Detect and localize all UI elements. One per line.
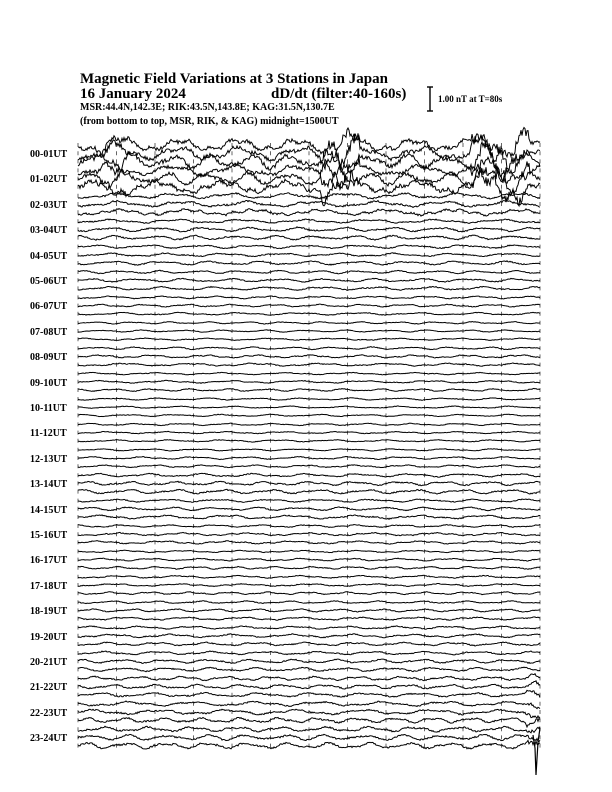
- trace-spike-23-24ut: [533, 728, 540, 775]
- chart-title: Magnetic Field Variations at 3 Stations in Japan: [80, 71, 388, 87]
- minute-ticks: [78, 159, 540, 163]
- hour-label: 02-03UT: [30, 199, 68, 211]
- hour-label: 04-05UT: [30, 250, 68, 262]
- chart-date: 16 January 2024: [80, 86, 186, 102]
- hour-label: 05-06UT: [30, 276, 68, 287]
- hour-label: 23-24UT: [30, 733, 68, 745]
- scale-bar: [427, 87, 433, 111]
- hour-label: 03-04UT: [30, 225, 68, 237]
- hour-label: 20-21UT: [30, 657, 68, 668]
- minute-ticks: [78, 151, 540, 155]
- hour-label: 16-17UT: [30, 555, 68, 567]
- hour-label: 11-12UT: [30, 428, 67, 440]
- hour-label: 18-19UT: [30, 606, 68, 618]
- station-coordinates: MSR:44.4N,142.3E; RIK:43.5N,143.8E; KAG:31.5N,130.7E: [80, 102, 335, 113]
- hour-label: 19-20UT: [30, 631, 68, 643]
- hour-label: 00-01UT: [30, 149, 68, 160]
- hour-label: 12-13UT: [30, 453, 68, 465]
- hour-label: 01-02UT: [30, 174, 68, 186]
- hour-label: 06-07UT: [30, 301, 68, 313]
- minute-ticks: [78, 634, 540, 638]
- minute-ticks: [78, 744, 540, 748]
- minute-ticks: [78, 549, 540, 553]
- hour-label: 08-09UT: [30, 352, 68, 364]
- chart-filter: dD/dt (filter:40-160s): [271, 86, 407, 102]
- scale-bar-label: 1.00 nT at T=80s: [438, 94, 503, 104]
- hour-label: 21-22UT: [30, 682, 68, 694]
- hour-label: 22-23UT: [30, 707, 68, 719]
- hour-label: 09-10UT: [30, 377, 68, 389]
- hour-label: 07-08UT: [30, 326, 68, 338]
- hour-label: 13-14UT: [30, 479, 68, 491]
- hour-label: 14-15UT: [30, 504, 68, 516]
- hour-label: 10-11UT: [30, 403, 67, 414]
- hour-label: 15-16UT: [30, 530, 68, 541]
- station-order-note: (from bottom to top, MSR, RIK, & KAG) midnight=1500UT: [80, 116, 339, 127]
- hour-label: 17-18UT: [30, 580, 68, 592]
